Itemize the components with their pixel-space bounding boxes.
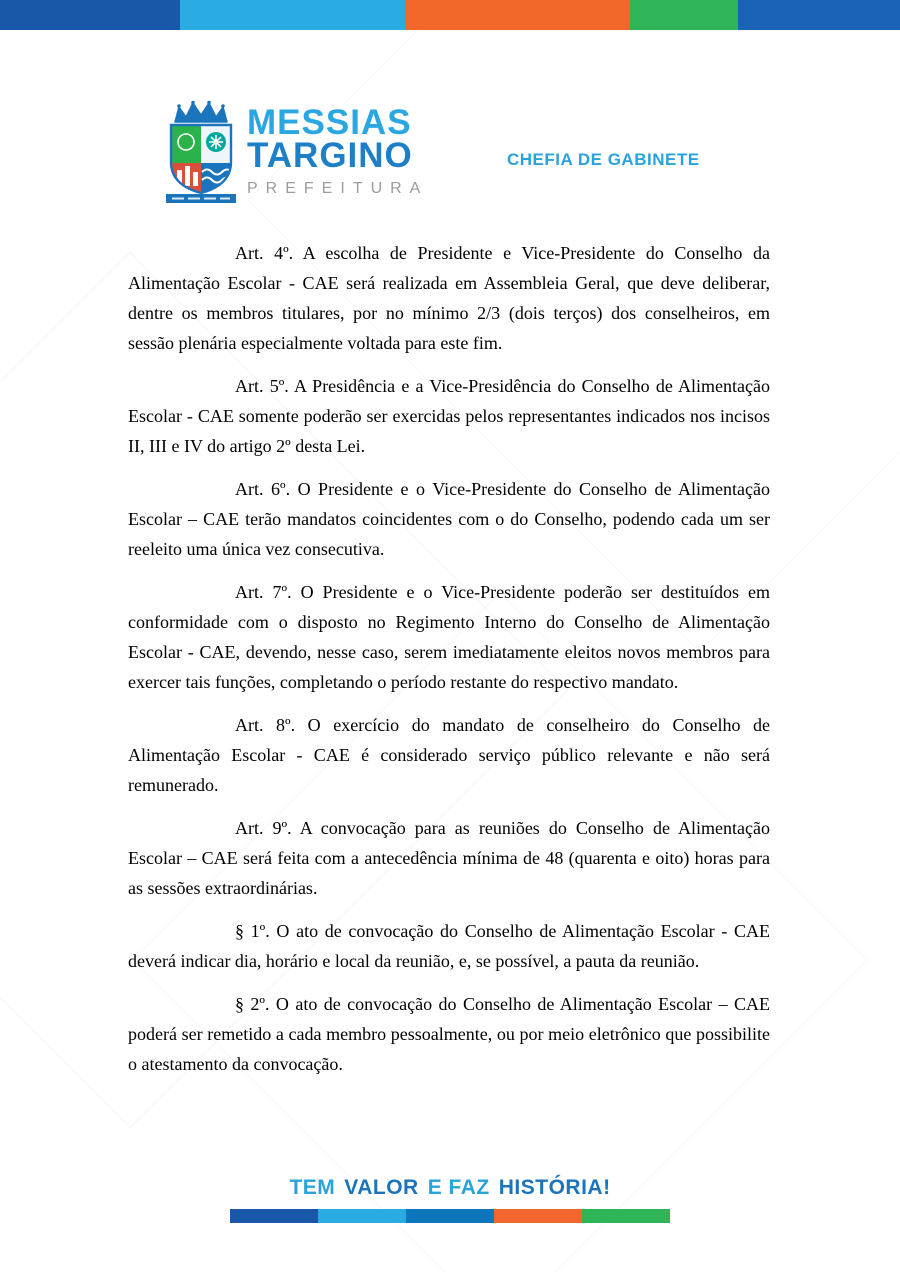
letterhead [0, 30, 900, 226]
coat-of-arms-logo [162, 100, 240, 206]
paragraph-art-9: Art. 9º. A convocação para as reuniões do Conselho de Alimentação Escolar – CAE será feita com a antecedência mínima de 48 (quarenta e oito) horas para as sessões extraordinárias. [128, 818, 770, 898]
color-bar-segment [738, 0, 900, 30]
paragraph-art-7: Art. 7º. O Presidente e o Vice-Presidente poderão ser destituídos em conformidade com o disposto no Regimento Interno do Conselho de Alimentação Escolar - CAE, devendo, nesse caso, serem imediatamente eleitos novos membros para exercer tais funções, completando o período restante do respectivo mandato. [128, 582, 770, 692]
paragraph-art-8: Art. 8º. O exercício do mandato de conselheiro do Conselho de Alimentação Escolar - CAE é considerado serviço público relevante e não será remunerado. [128, 715, 770, 795]
paragraph-par-1: § 1º. O ato de convocação do Conselho de Alimentação Escolar - CAE deverá indicar dia, horário e local da reunião, e, se possível, a pauta da reunião. [128, 921, 770, 971]
slogan-part-valor: VALOR [344, 1176, 419, 1199]
color-bar-segment [0, 0, 180, 30]
color-bar-segment [180, 0, 405, 30]
slogan-part-tem: TEM [289, 1176, 336, 1199]
color-bar-segment [405, 0, 630, 30]
footer-slogan [0, 1176, 900, 1200]
slogan-part-efaz: E FAZ [427, 1176, 490, 1199]
paragraph-art-6: Art. 6º. O Presidente e o Vice-Presidente do Conselho de Alimentação Escolar – CAE terão mandatos coincidentes com o do Conselho, podendo cada um ser reeleito uma única vez consecutiva. [128, 479, 770, 559]
document-body [0, 226, 900, 1092]
brand-wordmark [247, 103, 429, 198]
paragraph-art-5: Art. 5º. A Presidência e a Vice-Presidência do Conselho de Alimentação Escolar - CAE somente poderão ser exercidas pelos representantes indicados nos incisos II, III e IV do artigo 2º desta Lei. [128, 376, 770, 456]
bottom-color-bar [230, 1209, 670, 1223]
color-bar-segment [318, 1209, 406, 1223]
office-title: CHEFIA DE GABINETE [507, 150, 700, 169]
color-bar-segment [406, 1209, 494, 1223]
coat-of-arms-icon [162, 100, 240, 206]
slogan-part-historia: HISTÓRIA! [498, 1176, 611, 1199]
brand-name-line1: MESSIAS [247, 103, 412, 142]
color-bar-segment [230, 1209, 318, 1223]
top-color-bar [0, 0, 900, 30]
color-bar-segment [494, 1209, 582, 1223]
brand-name-line2: TARGINO [247, 136, 413, 175]
color-bar-segment [630, 0, 738, 30]
color-bar-segment [582, 1209, 670, 1223]
paragraph-art-4: Art. 4º. A escolha de Presidente e Vice-Presidente do Conselho da Alimentação Escolar - CAE será realizada em Assembleia Geral, que deve deliberar, dentre os membros titulares, por no mínimo 2/3 (dois terços) dos conselheiros, em sessão plenária especialmente voltada para este fim. [128, 243, 770, 353]
paragraph-par-2: § 2º. O ato de convocação do Conselho de Alimentação Escolar – CAE poderá ser remetido a cada membro pessoalmente, ou por meio eletrônico que possibilite o atestamento da convocação. [128, 994, 770, 1074]
brand-subtitle: PREFEITURA [247, 180, 429, 197]
